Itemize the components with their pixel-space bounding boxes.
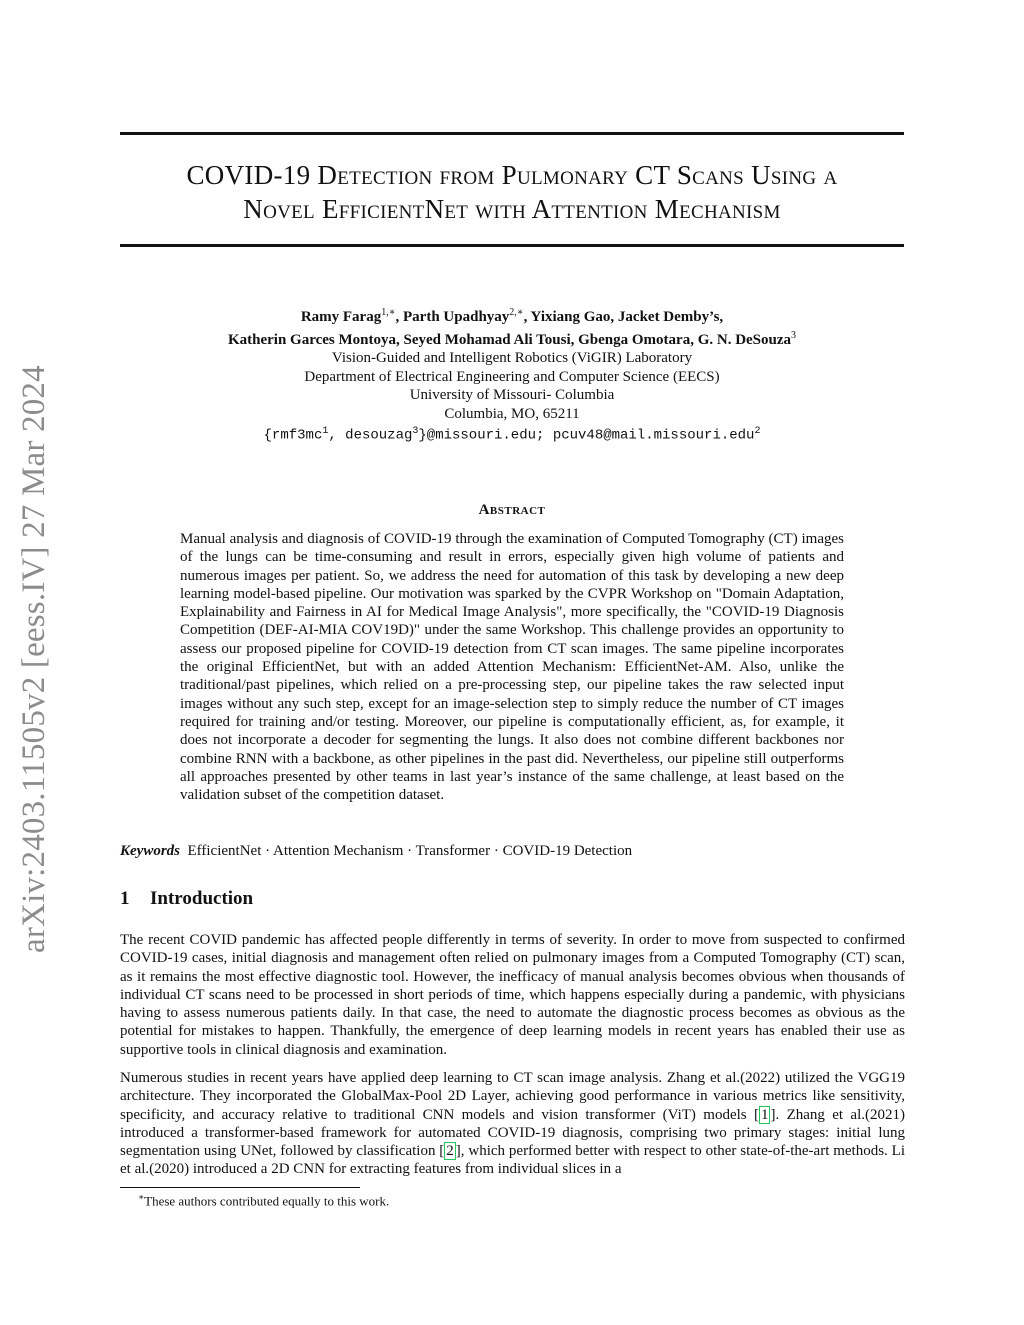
paragraph-text: . Zhang et al.(2021) introduced a transformer-based framework for automated COVID-19 diagnosis, comprising two primary stages: initial lung segmentation using UNet, followed by classification (120, 1106, 905, 1160)
author-block (120, 304, 904, 445)
department-affiliation: Department of Electrical Engineering and Computer Science (EECS) (304, 368, 720, 385)
citation-link[interactable]: 2 (446, 1143, 454, 1160)
paper-title (120, 158, 904, 226)
section-title: Introduction (150, 888, 254, 909)
affiliation-mark: 2 (754, 426, 761, 437)
affiliation-mark: 1,∗ (381, 307, 396, 318)
email-part: {rmf3mc (263, 427, 323, 444)
email-part: }@missouri.edu; pcuv48@mail.missouri.edu (418, 427, 755, 444)
affiliation-mark: 3 (791, 329, 797, 341)
keywords-list: EfficientNet · Attention Mechanism · Transformer · COVID-19 Detection (187, 843, 633, 859)
author-names: , Yixiang Gao, Jacket Demby’s, (523, 309, 724, 325)
title-line-1: COVID-19 Detection from Pulmonary CT Scans Using a (186, 160, 838, 190)
footnote-text: These authors contributed equally to this work. (144, 1193, 390, 1209)
section-number: 1 (120, 888, 130, 909)
arxiv-identifier: arXiv:2403.11505v2 [eess.IV] 27 Mar 2024 (16, 365, 52, 953)
intro-paragraph-1: The recent COVID pandemic has affected people differently in terms of severity. In order to move from suspected to confirmed COVID-19 cases, initial diagnosis and management often relied on pulmonary images from a Computed Tomography (CT) scan, as it remains the most effective diagnostic tool. However, the inefficacy of manual analysis becomes obvious when thousands of individual CT scans need to be processed in short periods of time, which happens especially during a pandemic, with physicians having to assess numerous patients daily. In that case, the need to automate the diagnostic process becomes as obvious as the potential for mistakes to happen. Thankfully, the emergence of deep learning models in recent years has enabled their use as supportive tools in clinical diagnosis and examination. (120, 932, 905, 1058)
affiliation-mark: 3 (412, 426, 419, 437)
author-name: Ramy Farag (300, 309, 382, 325)
author-line-2 (120, 327, 904, 350)
title-top-rule (120, 132, 904, 135)
title-line-2: Novel EfficientNet with Attention Mechanism (243, 194, 781, 224)
keywords-line (120, 843, 632, 860)
city-affiliation: Columbia, MO, 65211 (444, 405, 580, 422)
author-name: , Parth Upadhyay (395, 309, 510, 325)
university-affiliation: University of Missouri- Columbia (409, 387, 615, 403)
paragraph-text: , which performed better with respect to other state-of-the-art methods. Li et al.(2020) introduced a 2D CNN for extracting features from individual slices in a (120, 1143, 905, 1178)
keywords-label: Keywords (120, 843, 180, 859)
paragraph-text: Numerous studies in recent years have applied deep learning to CT scan image analysis. Zhang et al.(2022) utilized the VGG19 architecture. They incorporated the GlobalMax-Pool 2D Layer, achieving good performance in various metrics like sensitivity, specificity, and accuracy relative to traditional CNN models and vision transformer (ViT) models (120, 1070, 905, 1123)
lab-affiliation: Vision-Guided and Intelligent Robotics (ViGIR) Laboratory (331, 350, 693, 366)
email-part: , desouzag (328, 427, 413, 444)
affiliation-mark: 1 (322, 426, 329, 437)
abstract-heading: Abstract (478, 502, 546, 518)
citation-link[interactable]: 1 (760, 1106, 769, 1123)
author-emails (120, 423, 904, 445)
footnote-mark: ∗ (138, 1192, 145, 1202)
title-bottom-rule (120, 244, 904, 247)
abstract-text: Manual analysis and diagnosis of COVID-19 through the examination of Computed Tomography (CT) images of the lungs can be time-consuming and result in errors, especially given high volume of patients and numerous images per patient. So, we address the need for automation of this task by developing a new deep learning model-based pipeline. Our motivation was sparked by the CVPR Workshop on "Domain Adaptation, Explainability and Fairness in AI for Medical Image Analysis", more specifically, the "COVID-19 Diagnosis Competition (DEF-AI-MIA COV19D)" under the same Workshop. This challenge provides an opportunity to assess our proposed pipeline for COVID-19 detection from CT scan images. The same pipeline incorporates the original EfficientNet, but with an added Attention Mechanism: EfficientNet-AM. Also, unlike the traditional/past pipelines, which relied on a pre-processing step, our pipeline takes the raw selected input images without any such step, except for an image-selection step to simply reduce the number of CT images required for training and/or testing. Moreover, our pipeline is computationally efficient, as, for example, it does not incorporate a decoder for segmenting the lungs. It also does not combine different backbones nor combine RNN with a backbone, as other pipelines in the past did. Nevertheless, our pipeline still outperforms all approaches presented by other teams in last year’s instance of the same challenge, at least based on the validation subset of the competition dataset. (180, 531, 844, 804)
author-line-1 (120, 304, 904, 327)
affiliation-mark: 2,∗ (509, 307, 524, 318)
section-heading (120, 888, 253, 910)
intro-paragraph-2: Numerous studies in recent years have applied deep learning to CT scan image analysis. Zhang et al.(2022) utilized the VGG19 architecture. They incorporated the GlobalMax-Pool 2D Layer, achieving good performance in various metrics like sensitivity, specificity, and accuracy relative to traditional CNN models and vision transformer (ViT) models [ 1 ]. Zhang et al.(2021) introduced a transformer-based framework for automated COVID-19 diagnosis, comprising two primary stages: initial lung segmentation using UNet, followed by classification [ 2 ], which performed better with respect to other state-of-the-art methods. Li et al.(2020) introduced a 2D CNN for extracting features from individual slices in a (120, 1070, 905, 1178)
author-names: Katherin Garces Montoya, Seyed Mohamad Ali Tousi, Gbenga Omotara, G. N. DeSouza (227, 331, 792, 348)
footnote-rule (120, 1187, 360, 1188)
footnote (138, 1192, 389, 1209)
